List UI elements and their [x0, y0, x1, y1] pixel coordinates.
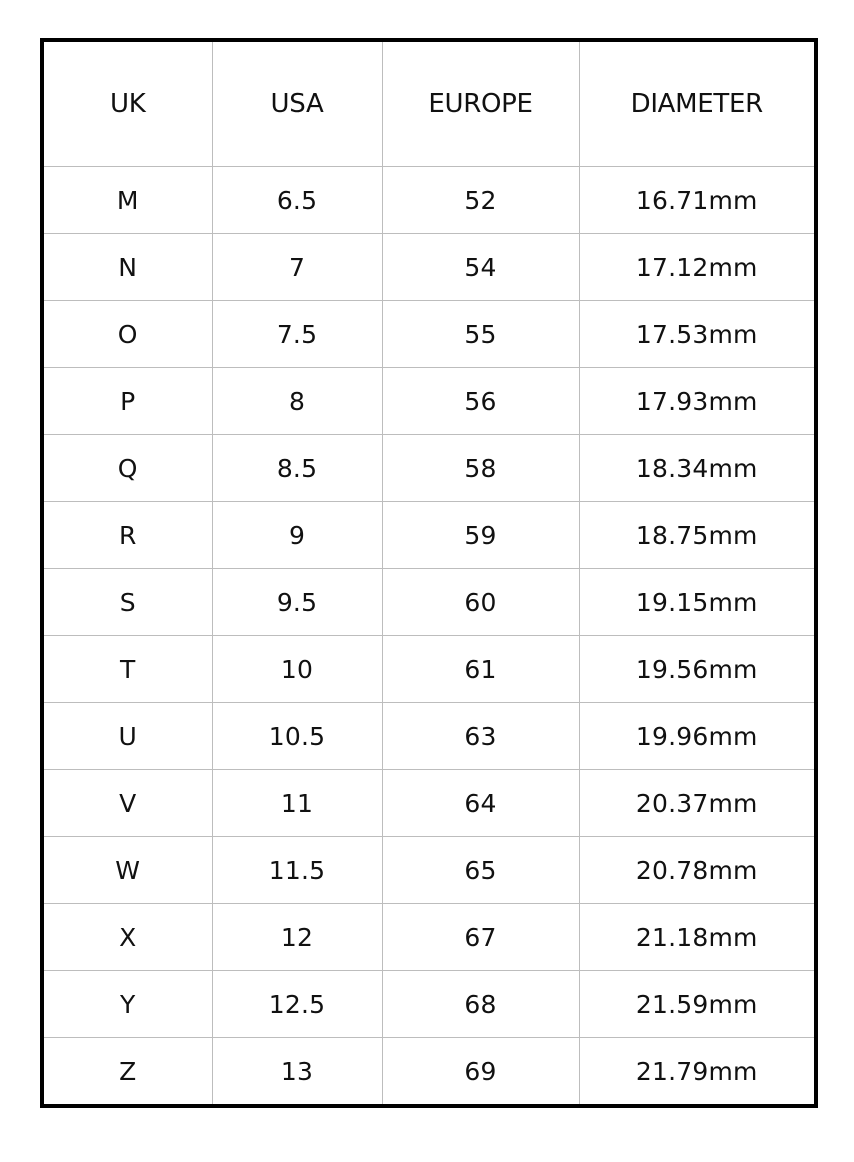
table-row [42, 636, 816, 703]
cell-uk: N [42, 234, 212, 301]
cell-europe: 55 [382, 301, 579, 368]
cell-usa: 9.5 [212, 569, 382, 636]
cell-diameter: 16.71mm [579, 167, 816, 234]
table-row [42, 971, 816, 1038]
cell-diameter: 21.18mm [579, 904, 816, 971]
cell-europe: 63 [382, 703, 579, 770]
cell-diameter: 19.56mm [579, 636, 816, 703]
cell-europe: 58 [382, 435, 579, 502]
cell-usa: 13 [212, 1038, 382, 1107]
cell-diameter: 17.12mm [579, 234, 816, 301]
cell-diameter: 21.59mm [579, 971, 816, 1038]
cell-uk: X [42, 904, 212, 971]
cell-europe: 61 [382, 636, 579, 703]
cell-uk: Z [42, 1038, 212, 1107]
table-row [42, 301, 816, 368]
cell-usa: 7 [212, 234, 382, 301]
table-row [42, 368, 816, 435]
cell-uk: O [42, 301, 212, 368]
table-row [42, 770, 816, 837]
cell-usa: 12 [212, 904, 382, 971]
cell-usa: 10 [212, 636, 382, 703]
header-row [42, 40, 816, 167]
cell-uk: M [42, 167, 212, 234]
table-row [42, 1038, 816, 1107]
cell-usa: 11.5 [212, 837, 382, 904]
cell-europe: 68 [382, 971, 579, 1038]
cell-uk: T [42, 636, 212, 703]
ring-size-table [40, 38, 818, 1108]
cell-diameter: 19.96mm [579, 703, 816, 770]
cell-usa: 9 [212, 502, 382, 569]
cell-diameter: 20.37mm [579, 770, 816, 837]
cell-diameter: 17.53mm [579, 301, 816, 368]
cell-diameter: 21.79mm [579, 1038, 816, 1107]
cell-usa: 12.5 [212, 971, 382, 1038]
cell-uk: U [42, 703, 212, 770]
cell-europe: 54 [382, 234, 579, 301]
cell-usa: 11 [212, 770, 382, 837]
table-row [42, 234, 816, 301]
cell-europe: 65 [382, 837, 579, 904]
cell-uk: R [42, 502, 212, 569]
cell-diameter: 20.78mm [579, 837, 816, 904]
cell-usa: 7.5 [212, 301, 382, 368]
header-uk: UK [42, 40, 212, 167]
cell-europe: 67 [382, 904, 579, 971]
header-usa: USA [212, 40, 382, 167]
header-diameter: DIAMETER [579, 40, 816, 167]
table-row [42, 837, 816, 904]
cell-uk: S [42, 569, 212, 636]
table-row [42, 435, 816, 502]
cell-usa: 10.5 [212, 703, 382, 770]
cell-diameter: 19.15mm [579, 569, 816, 636]
cell-europe: 60 [382, 569, 579, 636]
cell-usa: 6.5 [212, 167, 382, 234]
cell-uk: P [42, 368, 212, 435]
cell-diameter: 18.34mm [579, 435, 816, 502]
cell-europe: 56 [382, 368, 579, 435]
header-europe: EUROPE [382, 40, 579, 167]
cell-europe: 52 [382, 167, 579, 234]
cell-uk: Y [42, 971, 212, 1038]
cell-uk: V [42, 770, 212, 837]
cell-europe: 69 [382, 1038, 579, 1107]
cell-usa: 8 [212, 368, 382, 435]
cell-uk: Q [42, 435, 212, 502]
cell-diameter: 17.93mm [579, 368, 816, 435]
cell-uk: W [42, 837, 212, 904]
table-row [42, 502, 816, 569]
table-row [42, 167, 816, 234]
cell-europe: 64 [382, 770, 579, 837]
cell-europe: 59 [382, 502, 579, 569]
table-header [42, 40, 816, 167]
table-row [42, 569, 816, 636]
table-row [42, 904, 816, 971]
table-body [42, 167, 816, 1107]
cell-diameter: 18.75mm [579, 502, 816, 569]
table-row [42, 703, 816, 770]
cell-usa: 8.5 [212, 435, 382, 502]
